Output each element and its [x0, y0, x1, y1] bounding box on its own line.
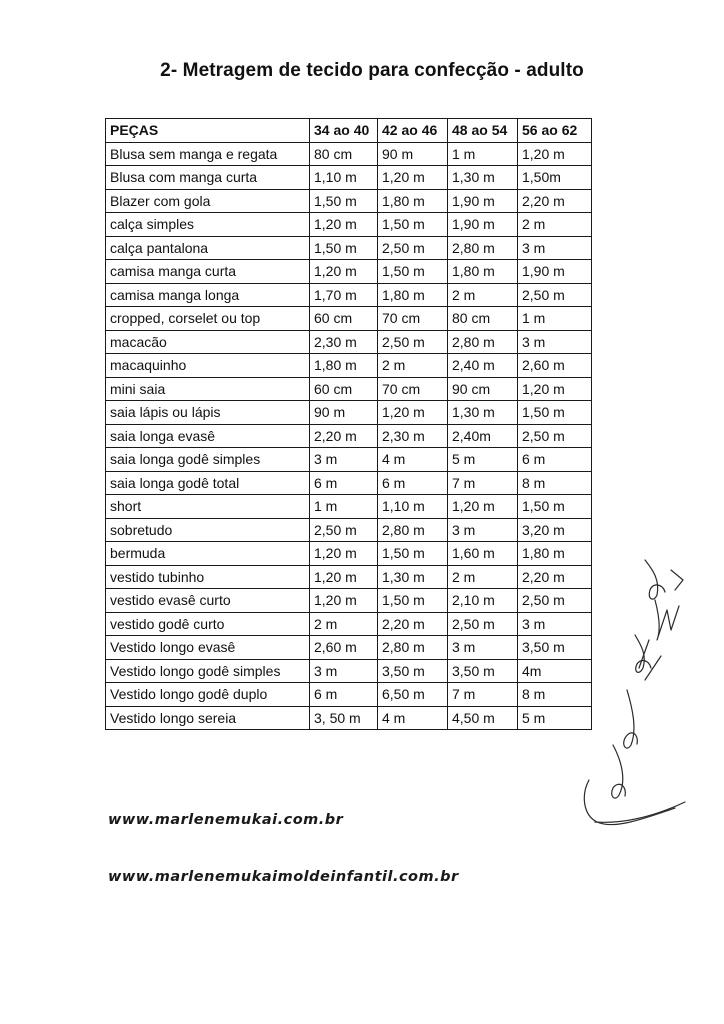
- measurement-cell: 4 m: [378, 706, 448, 730]
- table-row: [106, 213, 592, 237]
- measurement-cell: 2,40 m: [448, 354, 518, 378]
- measurement-cell: 2,20 m: [518, 189, 592, 213]
- measurement-cell: 2 m: [448, 283, 518, 307]
- measurement-cell: 3 m: [518, 612, 592, 636]
- table-row: [106, 354, 592, 378]
- garment-cell: macaquinho: [106, 354, 310, 378]
- measurement-cell: 1,20 m: [378, 166, 448, 190]
- measurement-cell: 3 m: [448, 636, 518, 660]
- table-body: [106, 142, 592, 730]
- table-row: [106, 236, 592, 260]
- measurement-cell: 80 cm: [310, 142, 378, 166]
- table-row: [106, 424, 592, 448]
- column-header-size-4: 56 ao 62: [518, 119, 592, 143]
- measurement-cell: 5 m: [448, 448, 518, 472]
- garment-cell: saia longa godê total: [106, 471, 310, 495]
- measurement-cell: 4,50 m: [448, 706, 518, 730]
- garment-cell: mini saia: [106, 377, 310, 401]
- garment-cell: saia longa evasê: [106, 424, 310, 448]
- measurement-cell: 3 m: [448, 518, 518, 542]
- measurement-cell: 1,80 m: [378, 283, 448, 307]
- measurement-cell: 1,50 m: [378, 589, 448, 613]
- table-row: [106, 260, 592, 284]
- measurement-cell: 1,30 m: [378, 565, 448, 589]
- measurement-cell: 60 cm: [310, 307, 378, 331]
- measurement-cell: 2 m: [378, 354, 448, 378]
- table-row: [106, 283, 592, 307]
- table-row: [106, 518, 592, 542]
- measurement-cell: 1,80 m: [310, 354, 378, 378]
- measurement-cell: 70 cm: [378, 307, 448, 331]
- table-row: [106, 659, 592, 683]
- garment-cell: Blusa sem manga e regata: [106, 142, 310, 166]
- table-row: [106, 495, 592, 519]
- measurement-cell: 2,40m: [448, 424, 518, 448]
- measurement-cell: 7 m: [448, 471, 518, 495]
- measurement-cell: 1,20 m: [518, 377, 592, 401]
- measurement-cell: 1,30 m: [448, 401, 518, 425]
- garment-cell: saia lápis ou lápis: [106, 401, 310, 425]
- measurement-cell: 1,50 m: [378, 542, 448, 566]
- measurement-cell: 2,50 m: [310, 518, 378, 542]
- measurement-cell: 2,50 m: [378, 330, 448, 354]
- garment-cell: Blazer com gola: [106, 189, 310, 213]
- measurement-cell: 3 m: [310, 448, 378, 472]
- garment-cell: camisa manga curta: [106, 260, 310, 284]
- table-row: [106, 683, 592, 707]
- measurement-cell: 1,80 m: [448, 260, 518, 284]
- table-row: [106, 565, 592, 589]
- measurement-cell: 5 m: [518, 706, 592, 730]
- garment-cell: calça simples: [106, 213, 310, 237]
- measurement-cell: 90 m: [378, 142, 448, 166]
- fabric-table: [105, 118, 592, 730]
- measurement-cell: 6 m: [378, 471, 448, 495]
- table-row: [106, 706, 592, 730]
- measurement-cell: 1,90 m: [448, 213, 518, 237]
- website-link-main[interactable]: www.marlenemukai.com.br: [108, 812, 344, 828]
- garment-cell: short: [106, 495, 310, 519]
- table-row: [106, 142, 592, 166]
- measurement-cell: 8 m: [518, 471, 592, 495]
- measurement-cell: 1 m: [310, 495, 378, 519]
- table-row: [106, 612, 592, 636]
- measurement-cell: 1,20 m: [448, 495, 518, 519]
- measurement-cell: 1,10 m: [310, 166, 378, 190]
- garment-cell: Vestido longo sereia: [106, 706, 310, 730]
- table-row: [106, 589, 592, 613]
- column-header-size-3: 48 ao 54: [448, 119, 518, 143]
- measurement-cell: 90 cm: [448, 377, 518, 401]
- garment-cell: Vestido longo godê duplo: [106, 683, 310, 707]
- measurement-cell: 6 m: [310, 683, 378, 707]
- measurement-cell: 2 m: [310, 612, 378, 636]
- measurement-cell: 1 m: [518, 307, 592, 331]
- measurement-cell: 90 m: [310, 401, 378, 425]
- measurement-cell: 2,20 m: [518, 565, 592, 589]
- measurement-cell: 2,60 m: [518, 354, 592, 378]
- measurement-cell: 3 m: [310, 659, 378, 683]
- table-row: [106, 471, 592, 495]
- measurement-cell: 1,20 m: [310, 260, 378, 284]
- table-row: [106, 189, 592, 213]
- garment-cell: Vestido longo godê simples: [106, 659, 310, 683]
- measurement-cell: 7 m: [448, 683, 518, 707]
- measurement-cell: 6 m: [310, 471, 378, 495]
- measurement-cell: 3,50 m: [448, 659, 518, 683]
- measurement-cell: 1,50 m: [310, 189, 378, 213]
- measurement-cell: 1,20 m: [518, 142, 592, 166]
- measurement-cell: 1,50 m: [310, 236, 378, 260]
- measurement-cell: 1,20 m: [310, 542, 378, 566]
- table-row: [106, 636, 592, 660]
- measurement-cell: 1,10 m: [378, 495, 448, 519]
- garment-cell: Vestido longo evasê: [106, 636, 310, 660]
- measurement-cell: 2,80 m: [378, 636, 448, 660]
- garment-cell: vestido evasê curto: [106, 589, 310, 613]
- measurement-cell: 1,70 m: [310, 283, 378, 307]
- column-header-pecas: PEÇAS: [106, 119, 310, 143]
- measurement-cell: 60 cm: [310, 377, 378, 401]
- measurement-cell: 1,30 m: [448, 166, 518, 190]
- measurement-cell: 4 m: [378, 448, 448, 472]
- measurement-cell: 1,80 m: [518, 542, 592, 566]
- garment-cell: macacão: [106, 330, 310, 354]
- measurement-cell: 4m: [518, 659, 592, 683]
- table-row: [106, 377, 592, 401]
- measurement-cell: 6 m: [518, 448, 592, 472]
- measurement-cell: 2 m: [518, 213, 592, 237]
- table-header-row: [106, 119, 592, 143]
- measurement-cell: 3 m: [518, 330, 592, 354]
- measurement-cell: 1,90 m: [448, 189, 518, 213]
- garment-cell: sobretudo: [106, 518, 310, 542]
- measurement-cell: 2,50 m: [448, 612, 518, 636]
- measurement-cell: 1,60 m: [448, 542, 518, 566]
- garment-cell: saia longa godê simples: [106, 448, 310, 472]
- measurement-cell: 1,50 m: [518, 495, 592, 519]
- measurement-cell: 8 m: [518, 683, 592, 707]
- measurement-cell: 2 m: [448, 565, 518, 589]
- measurement-cell: 2,20 m: [310, 424, 378, 448]
- table-row: [106, 448, 592, 472]
- measurement-cell: 1,90 m: [518, 260, 592, 284]
- measurement-cell: 3,20 m: [518, 518, 592, 542]
- measurement-cell: 3 m: [518, 236, 592, 260]
- measurement-cell: 1,20 m: [310, 213, 378, 237]
- measurement-cell: 2,50 m: [378, 236, 448, 260]
- measurement-cell: 1 m: [448, 142, 518, 166]
- garment-cell: vestido tubinho: [106, 565, 310, 589]
- measurement-cell: 3,50 m: [518, 636, 592, 660]
- garment-cell: Blusa com manga curta: [106, 166, 310, 190]
- table-row: [106, 330, 592, 354]
- measurement-cell: 1,50 m: [378, 260, 448, 284]
- measurement-cell: 2,60 m: [310, 636, 378, 660]
- measurement-cell: 1,80 m: [378, 189, 448, 213]
- handwritten-signature: [575, 540, 695, 840]
- garment-cell: calça pantalona: [106, 236, 310, 260]
- measurement-cell: 3, 50 m: [310, 706, 378, 730]
- measurement-cell: 2,80 m: [378, 518, 448, 542]
- measurement-cell: 1,50m: [518, 166, 592, 190]
- measurement-cell: 2,50 m: [518, 589, 592, 613]
- table-row: [106, 307, 592, 331]
- measurement-cell: 2,10 m: [448, 589, 518, 613]
- measurement-cell: 2,50 m: [518, 424, 592, 448]
- measurement-cell: 80 cm: [448, 307, 518, 331]
- table-row: [106, 166, 592, 190]
- garment-cell: camisa manga longa: [106, 283, 310, 307]
- measurement-cell: 1,20 m: [310, 565, 378, 589]
- table-row: [106, 401, 592, 425]
- measurement-cell: 2,80 m: [448, 330, 518, 354]
- measurement-cell: 1,20 m: [378, 401, 448, 425]
- column-header-size-2: 42 ao 46: [378, 119, 448, 143]
- measurement-cell: 2,30 m: [310, 330, 378, 354]
- website-link-kids[interactable]: www.marlenemukaimoldeinfantil.com.br: [108, 869, 459, 885]
- garment-cell: cropped, corselet ou top: [106, 307, 310, 331]
- garment-cell: bermuda: [106, 542, 310, 566]
- measurement-cell: 2,20 m: [378, 612, 448, 636]
- table-row: [106, 542, 592, 566]
- garment-cell: vestido godê curto: [106, 612, 310, 636]
- column-header-size-1: 34 ao 40: [310, 119, 378, 143]
- measurement-cell: 1,50 m: [378, 213, 448, 237]
- measurement-cell: 2,30 m: [378, 424, 448, 448]
- measurement-cell: 2,80 m: [448, 236, 518, 260]
- measurement-cell: 6,50 m: [378, 683, 448, 707]
- measurement-cell: 1,20 m: [310, 589, 378, 613]
- measurement-cell: 2,50 m: [518, 283, 592, 307]
- measurement-cell: 3,50 m: [378, 659, 448, 683]
- measurement-cell: 1,50 m: [518, 401, 592, 425]
- measurement-cell: 70 cm: [378, 377, 448, 401]
- page-title: 2- Metragem de tecido para confecção - adulto: [160, 60, 584, 81]
